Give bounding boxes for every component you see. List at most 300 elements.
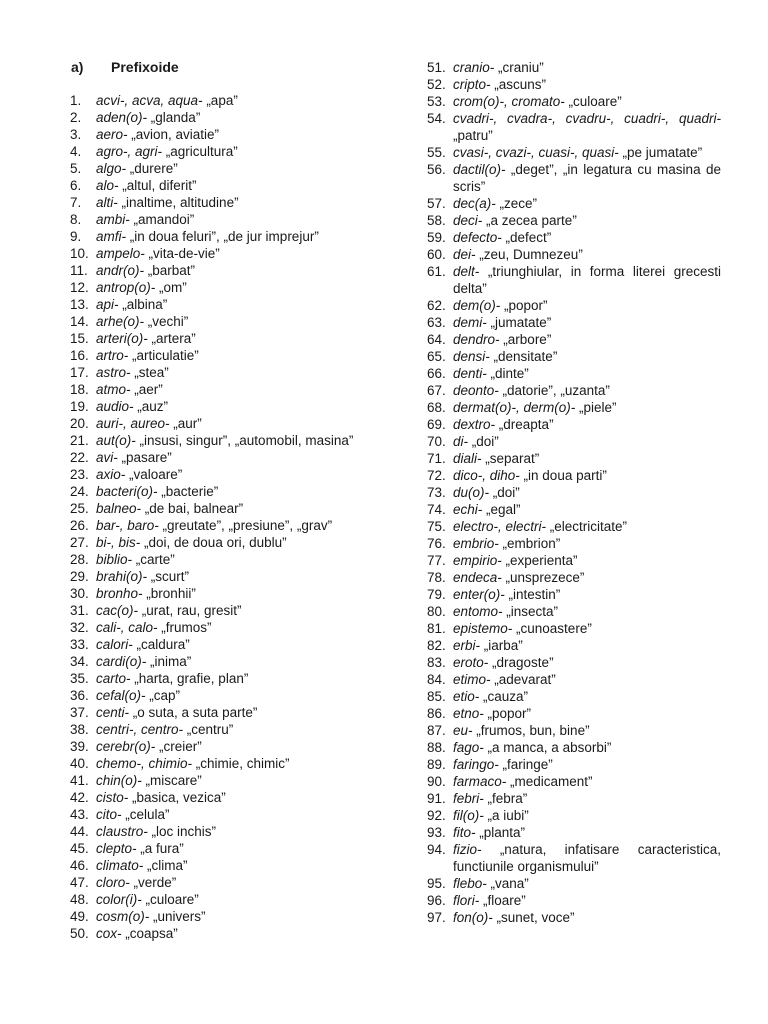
prefix-term: fito- [453, 825, 476, 840]
prefix-term: diali- [453, 451, 482, 466]
prefix-term: atmo- [96, 382, 131, 397]
item-number: 12. [70, 280, 89, 295]
prefix-meaning: „unsprezece” [501, 570, 585, 585]
prefix-meaning: „culoare” [564, 94, 622, 109]
item-number: 65. [427, 349, 446, 364]
item-number: 37. [70, 705, 89, 720]
section-letter: a) [71, 59, 84, 75]
item-number: 5. [70, 161, 82, 176]
list-item [427, 790, 721, 807]
list-item [70, 874, 370, 891]
prefix-meaning: „bacterie” [157, 484, 219, 499]
list-item [70, 891, 370, 908]
list-item [70, 330, 370, 347]
list-item [70, 500, 370, 517]
prefix-meaning: „coapsa” [121, 926, 178, 941]
prefix-term: dermat(o)-, derm(o)- [453, 400, 576, 415]
prefix-term: cvadri-, cvadra-, cvadru-, cuadri-, quadri- [453, 111, 721, 126]
item-number: 58. [427, 213, 446, 228]
prefix-meaning: „valoare” [125, 467, 183, 482]
list-item [427, 688, 721, 705]
item-number: 13. [70, 297, 89, 312]
prefix-meaning: „greutate”, „presiune”, „grav” [158, 518, 333, 533]
prefix-meaning: „miscare” [141, 773, 202, 788]
prefix-meaning: „intestin” [504, 587, 561, 602]
item-number: 73. [427, 485, 446, 500]
prefix-meaning: „vana” [486, 876, 529, 891]
item-number: 90. [427, 774, 446, 789]
prefix-term: cardi(o)- [96, 654, 147, 669]
prefix-term: carto- [96, 671, 131, 686]
prefix-term: axio- [96, 467, 126, 482]
list-item [70, 517, 370, 534]
item-number: 51. [427, 60, 446, 75]
prefix-meaning: „insusi, singur”, „automobil, masina” [135, 433, 354, 448]
prefix-term: cloro- [96, 875, 130, 890]
prefix-term: crom(o)-, cromato- [453, 94, 565, 109]
prefix-term: bronho- [96, 586, 143, 601]
prefix-meaning: „craniu” [494, 60, 544, 75]
prefix-meaning: „separat” [481, 451, 540, 466]
item-number: 49. [70, 909, 89, 924]
prefix-term: balneo- [96, 501, 142, 516]
item-number: 50. [70, 926, 89, 941]
item-number: 17. [70, 365, 89, 380]
prefix-meaning: „articulatie” [128, 348, 199, 363]
list-item [427, 382, 721, 399]
item-number: 81. [427, 621, 446, 636]
prefix-term: empirio- [453, 553, 502, 568]
prefix-term: deonto- [453, 383, 499, 398]
prefix-term: farmaco- [453, 774, 507, 789]
prefix-term: embrio- [453, 536, 499, 551]
item-number: 41. [70, 773, 89, 788]
item-number: 82. [427, 638, 446, 653]
item-number: 91. [427, 791, 446, 806]
prefix-term: aero- [96, 127, 128, 142]
list-item [427, 331, 721, 348]
prefix-meaning: „durere” [126, 161, 178, 176]
prefix-term: cranio- [453, 60, 495, 75]
prefix-term: cvasi-, cvazi-, cuasi-, quasi- [453, 145, 619, 160]
item-number: 9. [70, 229, 82, 244]
prefix-term: audio- [96, 399, 134, 414]
item-number: 95. [427, 876, 446, 891]
prefix-meaning: „arbore” [499, 332, 552, 347]
prefix-term: bacteri(o)- [96, 484, 158, 499]
prefix-term: cosm(o)- [96, 909, 150, 924]
item-number: 27. [70, 535, 89, 550]
item-number: 70. [427, 434, 446, 449]
prefix-meaning: „centru” [183, 722, 234, 737]
item-number: 32. [70, 620, 89, 635]
item-number: 33. [70, 637, 89, 652]
prefix-term: fizio- [453, 842, 482, 857]
prefix-meaning: „aur” [169, 416, 202, 431]
list-item [427, 824, 721, 841]
list-item [70, 126, 370, 143]
item-number: 18. [70, 382, 89, 397]
prefix-meaning: „cunoastere” [512, 621, 592, 636]
prefix-meaning: „caldura” [132, 637, 190, 652]
item-number: 72. [427, 468, 446, 483]
list-item [427, 450, 721, 467]
item-number: 69. [427, 417, 446, 432]
section-title: Prefixoide [111, 59, 179, 75]
prefix-meaning: „bronhii” [142, 586, 196, 601]
prefix-meaning: „barbat” [144, 263, 196, 278]
prefix-term: defecto- [453, 230, 502, 245]
prefix-term: climato- [96, 858, 144, 873]
item-number: 23. [70, 467, 89, 482]
list-item [427, 195, 721, 212]
list-item [70, 687, 370, 704]
prefix-meaning: „in doua feluri”, „de jur imprejur” [126, 229, 319, 244]
list-item [427, 739, 721, 756]
item-number: 67. [427, 383, 446, 398]
prefix-term: cali-, calo- [96, 620, 158, 635]
item-number: 14. [70, 314, 89, 329]
prefix-meaning: „popor” [483, 706, 532, 721]
prefix-meaning: „experienta” [501, 553, 578, 568]
prefix-term: fil(o)- [453, 808, 484, 823]
list-item [70, 908, 370, 925]
prefix-meaning: „de bai, balnear” [141, 501, 244, 516]
list-item [70, 296, 370, 313]
list-item [70, 415, 370, 432]
item-number: 78. [427, 570, 446, 585]
prefix-term: chin(o)- [96, 773, 142, 788]
prefix-term: erbi- [453, 638, 481, 653]
prefix-meaning: „pasare” [117, 450, 172, 465]
list-item [70, 568, 370, 585]
list-item [70, 670, 370, 687]
list-item [427, 433, 721, 450]
prefix-meaning: „culoare” [141, 892, 199, 907]
section-heading [71, 59, 179, 76]
prefix-term: chemo-, chimio- [96, 756, 193, 771]
list-item [70, 823, 370, 840]
prefix-term: delt- [453, 264, 480, 279]
prefix-term: avi- [96, 450, 118, 465]
prefix-term: claustro- [96, 824, 148, 839]
item-number: 31. [70, 603, 89, 618]
prefix-meaning: „o suta, a suta parte” [129, 705, 258, 720]
prefix-meaning: „densitate” [489, 349, 558, 364]
prefix-term: calori- [96, 637, 133, 652]
prefix-meaning: „in doua parti” [519, 468, 607, 483]
list-item [427, 518, 721, 535]
item-number: 55. [427, 145, 446, 160]
list-item [70, 262, 370, 279]
item-number: 8. [70, 212, 82, 227]
item-number: 10. [70, 246, 89, 261]
item-number: 77. [427, 553, 446, 568]
prefix-term: bi-, bis- [96, 535, 141, 550]
item-number: 76. [427, 536, 446, 551]
list-item [70, 585, 370, 602]
list-item [70, 704, 370, 721]
item-number: 35. [70, 671, 89, 686]
item-number: 63. [427, 315, 446, 330]
prefix-term: fago- [453, 740, 484, 755]
prefix-term: endeca- [453, 570, 502, 585]
prefix-term: cisto- [96, 790, 129, 805]
prefix-meaning: „patru” [453, 128, 493, 143]
prefix-term: flori- [453, 893, 480, 908]
list-item [427, 365, 721, 382]
prefix-term: epistemo- [453, 621, 513, 636]
prefix-meaning: „altul, diferit” [118, 178, 197, 193]
prefix-meaning: „stea” [130, 365, 169, 380]
prefix-term: cerebr(o)- [96, 739, 156, 754]
item-number: 74. [427, 502, 446, 517]
list-item [427, 467, 721, 484]
prefix-meaning: „carte” [132, 552, 175, 567]
prefix-meaning: „medicament” [506, 774, 593, 789]
item-number: 4. [70, 144, 82, 159]
prefix-meaning: „egal” [482, 502, 521, 517]
item-number: 84. [427, 672, 446, 687]
list-item [70, 789, 370, 806]
list-item [70, 381, 370, 398]
prefix-meaning: „zeu, Dumnezeu” [475, 247, 583, 262]
item-number: 68. [427, 400, 446, 415]
item-number: 1. [70, 93, 82, 108]
prefix-term: di- [453, 434, 469, 449]
prefix-meaning: „celula” [121, 807, 170, 822]
list-item [427, 212, 721, 229]
prefix-meaning: „dinte” [486, 366, 529, 381]
list-item [427, 875, 721, 892]
prefix-term: fon(o)- [453, 910, 493, 925]
prefix-term: algo- [96, 161, 127, 176]
prefix-term: amfi- [96, 229, 126, 244]
item-number: 97. [427, 910, 446, 925]
prefix-meaning: „univers” [149, 909, 206, 924]
item-number: 88. [427, 740, 446, 755]
list-item [70, 432, 370, 449]
item-number: 26. [70, 518, 89, 533]
list-item [427, 807, 721, 824]
item-number: 36. [70, 688, 89, 703]
prefix-term: faringo- [453, 757, 499, 772]
prefix-term: demi- [453, 315, 487, 330]
prefix-meaning: „electricitate” [546, 519, 628, 534]
item-number: 93. [427, 825, 446, 840]
prefix-term: cac(o)- [96, 603, 139, 618]
prefix-meaning: „adevarat” [490, 672, 556, 687]
list-item [427, 654, 721, 671]
list-item [70, 211, 370, 228]
list-item [427, 722, 721, 739]
prefix-meaning: „albina” [118, 297, 168, 312]
prefix-meaning: „harta, grafie, plan” [130, 671, 249, 686]
prefix-term: deci- [453, 213, 483, 228]
prefix-meaning: „jumatate” [486, 315, 552, 330]
list-item [70, 721, 370, 738]
item-number: 22. [70, 450, 89, 465]
item-number: 46. [70, 858, 89, 873]
prefix-term: electro-, electri- [453, 519, 547, 534]
prefix-meaning: „faringe” [498, 757, 553, 772]
item-number: 89. [427, 757, 446, 772]
prefix-meaning: „natura, infatisare caracteristica, functiunile organismului” [453, 842, 721, 874]
prefix-meaning: „inaltime, altitudine” [117, 195, 239, 210]
list-item [70, 160, 370, 177]
item-number: 85. [427, 689, 446, 704]
item-number: 75. [427, 519, 446, 534]
list-item [427, 671, 721, 688]
item-number: 38. [70, 722, 89, 737]
right-column [427, 59, 721, 926]
prefix-meaning: „popor” [500, 298, 548, 313]
prefix-term: centi- [96, 705, 130, 720]
list-item [427, 93, 721, 110]
item-number: 96. [427, 893, 446, 908]
list-item [70, 806, 370, 823]
prefix-term: etimo- [453, 672, 491, 687]
left-column [70, 92, 370, 942]
prefix-meaning: „apa” [202, 93, 238, 108]
prefix-meaning: „glanda” [147, 110, 201, 125]
prefix-meaning: „doi” [468, 434, 499, 449]
list-item [70, 653, 370, 670]
item-number: 64. [427, 332, 446, 347]
prefix-meaning: „piele” [575, 400, 617, 415]
prefix-meaning: „a zecea parte” [482, 213, 577, 228]
prefix-term: andr(o)- [96, 263, 145, 278]
list-item [427, 705, 721, 722]
prefix-term: acvi-, acva, aqua- [96, 93, 203, 108]
list-item [70, 228, 370, 245]
item-number: 2. [70, 110, 82, 125]
item-number: 6. [70, 178, 82, 193]
prefix-meaning: „zece” [495, 196, 538, 211]
prefix-meaning: „cauza” [479, 689, 529, 704]
prefix-meaning: „dragoste” [488, 655, 554, 670]
list-item [427, 246, 721, 263]
item-number: 43. [70, 807, 89, 822]
prefix-term: denti- [453, 366, 487, 381]
item-number: 79. [427, 587, 446, 602]
prefix-term: du(o)- [453, 485, 490, 500]
list-item [70, 466, 370, 483]
prefix-term: febri- [453, 791, 484, 806]
prefix-meaning: „amandoi” [129, 212, 195, 227]
list-item [427, 348, 721, 365]
item-number: 54. [427, 111, 446, 126]
prefix-term: dactil(o)- [453, 162, 506, 177]
list-item [427, 161, 721, 195]
prefix-meaning: „artera” [147, 331, 196, 346]
list-item [70, 177, 370, 194]
list-item [427, 297, 721, 314]
prefix-meaning: „febra” [483, 791, 528, 806]
item-number: 92. [427, 808, 446, 823]
list-item [70, 636, 370, 653]
list-item [427, 569, 721, 586]
prefix-term: aut(o)- [96, 433, 136, 448]
prefix-meaning: „basica, vezica” [128, 790, 226, 805]
item-number: 86. [427, 706, 446, 721]
list-item [70, 194, 370, 211]
list-item [427, 314, 721, 331]
prefix-meaning: „avion, aviatie” [127, 127, 220, 142]
prefix-meaning: „frumos” [157, 620, 212, 635]
list-item [70, 398, 370, 415]
prefix-term: eroto- [453, 655, 489, 670]
prefix-meaning: „inima” [146, 654, 192, 669]
item-number: 62. [427, 298, 446, 313]
prefix-term: etno- [453, 706, 484, 721]
item-number: 34. [70, 654, 89, 669]
prefix-term: flebo- [453, 876, 487, 891]
prefix-meaning: „ascuns” [490, 77, 547, 92]
prefix-term: arteri(o)- [96, 331, 148, 346]
prefix-term: centri-, centro- [96, 722, 184, 737]
prefix-term: dec(a)- [453, 196, 496, 211]
item-number: 44. [70, 824, 89, 839]
item-number: 3. [70, 127, 82, 142]
list-item [427, 892, 721, 909]
prefix-term: auri-, aureo- [96, 416, 170, 431]
item-number: 42. [70, 790, 89, 805]
list-item [70, 483, 370, 500]
prefix-term: dem(o)- [453, 298, 501, 313]
list-item [70, 857, 370, 874]
item-number: 61. [427, 264, 446, 279]
prefix-term: dendro- [453, 332, 500, 347]
item-number: 66. [427, 366, 446, 381]
item-number: 52. [427, 77, 446, 92]
item-number: 53. [427, 94, 446, 109]
prefix-meaning: „doi, de doua ori, dublu” [140, 535, 287, 550]
item-number: 71. [427, 451, 446, 466]
item-number: 20. [70, 416, 89, 431]
prefix-meaning: „insecta” [502, 604, 559, 619]
prefix-meaning: „agricultura” [162, 144, 238, 159]
prefix-meaning: „vita-de-vie” [144, 246, 220, 261]
list-item [427, 110, 721, 144]
prefix-meaning: „pe jumatate” [618, 145, 703, 160]
prefix-meaning: „sunet, voce” [492, 910, 575, 925]
prefix-meaning: „a manca, a absorbi” [483, 740, 612, 755]
item-number: 7. [70, 195, 82, 210]
item-number: 80. [427, 604, 446, 619]
item-number: 24. [70, 484, 89, 499]
list-item [427, 416, 721, 433]
item-number: 19. [70, 399, 89, 414]
item-number: 15. [70, 331, 89, 346]
list-item [70, 449, 370, 466]
item-number: 57. [427, 196, 446, 211]
prefix-term: cito- [96, 807, 122, 822]
list-item [70, 245, 370, 262]
prefix-meaning: „creier” [155, 739, 202, 754]
list-item [427, 484, 721, 501]
prefix-term: api- [96, 297, 119, 312]
prefix-term: densi- [453, 349, 490, 364]
prefix-meaning: „loc inchis” [147, 824, 217, 839]
prefix-term: eu- [453, 723, 473, 738]
item-number: 39. [70, 739, 89, 754]
list-item [70, 313, 370, 330]
prefix-meaning: „deget”, „in legatura cu masina de scris” [453, 162, 721, 194]
prefix-meaning: „triunghiular, in forma literei grecesti delta” [453, 264, 721, 296]
prefix-term: alti- [96, 195, 118, 210]
prefix-meaning: „floare” [479, 893, 526, 908]
